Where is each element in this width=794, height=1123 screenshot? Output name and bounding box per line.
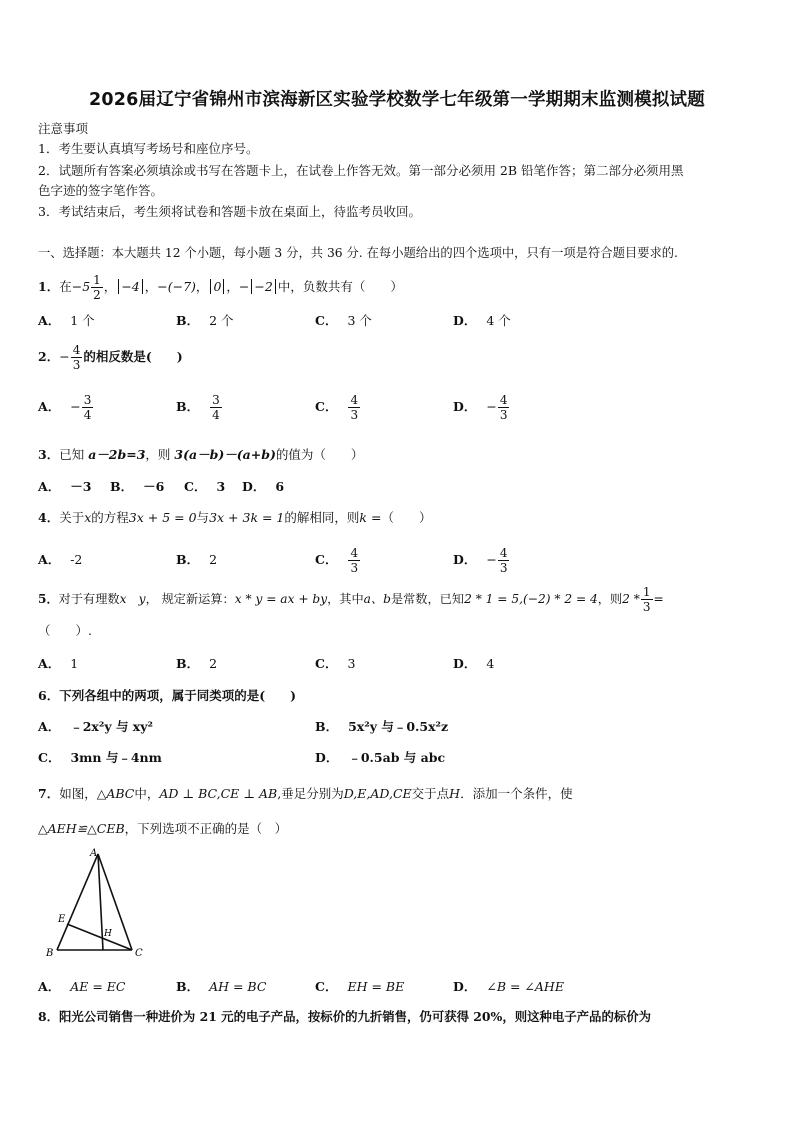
question-1 <box>38 272 403 302</box>
q7-text: 交于点 <box>411 786 450 801</box>
sep: ， <box>144 279 158 294</box>
frac-den: 3 <box>499 408 508 422</box>
option-label: A． <box>38 552 61 567</box>
q5-option-c[interactable] <box>315 655 355 673</box>
q4-unknown: k = <box>359 510 382 525</box>
option-text: -2 <box>70 552 83 567</box>
option-text: ﹣0.5ab 与 abc <box>348 750 446 765</box>
q7-option-c[interactable] <box>315 978 404 996</box>
section-heading: 一、选择题：本大题共 12 个小题，每小题 3 分，共 36 分. 在每小题给出的四个选项中，只有一项是符合题目要求的. <box>38 246 678 260</box>
option-text: AH = BC <box>209 979 267 994</box>
q4-option-d[interactable] <box>453 545 510 575</box>
question-8: 8．阳光公司销售一种进价为 21 元的电子产品，按标价的九折销售，仍可获得 20%，则这种电子产品的标价为 <box>38 1009 652 1024</box>
option-label: D． <box>453 399 477 414</box>
frac-den: 3 <box>350 561 359 575</box>
q1-text: 在 <box>59 279 72 294</box>
frac-den: 3 <box>499 561 508 575</box>
q2-option-a[interactable] <box>38 392 94 422</box>
option-label: A． <box>38 719 61 734</box>
frac-num: 1 <box>93 273 101 287</box>
q5-rule: x * y = ax + by <box>234 592 328 606</box>
q5-text: ，其中 <box>327 592 364 606</box>
frac-den: 4 <box>83 408 92 422</box>
q5-given: 2 * 1 = 5,(−2) * 2 = 4 <box>464 592 598 606</box>
q7-text: ．添加一个条件，使 <box>460 786 573 801</box>
q5-text: 对于有理数 <box>58 592 120 606</box>
q7-option-b[interactable] <box>176 978 266 996</box>
option-text: －3 <box>70 479 92 494</box>
option-label: A． <box>38 656 61 671</box>
option-text: 3 <box>216 479 226 494</box>
option-fraction <box>348 546 360 575</box>
question-3 <box>38 446 363 464</box>
q1-abs-2: 0 <box>210 279 224 294</box>
option-label: C． <box>184 479 207 494</box>
q1-fraction <box>91 273 103 302</box>
option-text: 2 <box>209 552 218 567</box>
q1-option-c[interactable] <box>315 312 372 330</box>
q2-post: 的相反数是( ) <box>83 349 183 364</box>
option-label: C． <box>315 979 338 994</box>
q5-blank: （ ）. <box>38 623 92 638</box>
option-fraction <box>210 393 222 422</box>
q3-expression: 3(a－b)－(a+b) <box>174 447 276 462</box>
option-text: ∠B = ∠AHE <box>486 979 564 994</box>
q2-sign: − <box>59 349 70 364</box>
option-label: C． <box>315 399 338 414</box>
option-text: AE = EC <box>70 979 126 994</box>
note-item-1: 1．考生要认真填写考场号和座位序号。 <box>38 141 259 156</box>
option-text: EH = BE <box>347 979 405 994</box>
option-label: C． <box>315 552 338 567</box>
label-e: E <box>58 914 66 925</box>
option-label: B． <box>176 399 200 414</box>
option-fraction <box>498 393 510 422</box>
q7-option-d[interactable] <box>453 978 564 996</box>
option-label: B． <box>315 719 339 734</box>
frac-den: 3 <box>350 408 359 422</box>
q7-condition: AD ⊥ BC,CE ⊥ AB <box>159 786 278 801</box>
q4-text: 与 <box>196 510 210 525</box>
option-label: A． <box>38 399 61 414</box>
q4-var: x <box>84 510 92 525</box>
frac-num: 4 <box>350 546 359 560</box>
frac-num: 4 <box>499 393 508 407</box>
label-c: C <box>135 948 143 959</box>
q3-option-b[interactable] <box>110 478 164 496</box>
option-label: D． <box>453 656 477 671</box>
q5-text: ， 规定新运算： <box>145 592 235 606</box>
option-text: 6 <box>275 479 285 494</box>
q4-option-a[interactable] <box>38 545 82 575</box>
q3-option-d[interactable] <box>242 478 284 496</box>
label-b: B <box>46 948 54 959</box>
q1-option-d[interactable] <box>453 312 511 330</box>
question-4 <box>38 509 431 527</box>
q2-option-b[interactable] <box>176 392 223 422</box>
question-2 <box>38 342 183 372</box>
question-7-line-2 <box>38 820 287 838</box>
note-item-3: 3．考试结束后，考生须将试卷和答题卡放在桌面上，待监考员收回。 <box>38 204 421 219</box>
option-fraction <box>498 546 510 575</box>
q6-option-b[interactable] <box>315 718 448 736</box>
option-label: D． <box>453 979 477 994</box>
q7-text: ,垂足分别为 <box>277 786 344 801</box>
label-a: A <box>90 848 98 859</box>
q3-text: 已知 <box>59 447 89 462</box>
frac-den: 3 <box>72 358 81 372</box>
sep: ， <box>195 279 209 294</box>
q5-text: 是常数，已知 <box>390 592 465 606</box>
option-text: 3mn 与﹣4nm <box>70 750 162 765</box>
q7-points: D,E,AD,CE <box>343 786 412 801</box>
option-label: B． <box>110 479 134 494</box>
q4-text: 的解相同，则 <box>284 510 360 525</box>
frac-num: 3 <box>83 393 92 407</box>
q5-option-d[interactable] <box>453 655 494 673</box>
q5-constants: a、b <box>363 592 391 606</box>
option-label: B． <box>176 656 200 671</box>
frac-num: 4 <box>350 393 359 407</box>
q7-congruence: △AEH≌△CEB <box>38 821 125 836</box>
q6-option-d[interactable] <box>315 749 445 767</box>
q5-option-b[interactable] <box>176 655 217 673</box>
q6-text: 下列各组中的两项，属于同类项的是( ) <box>59 688 297 703</box>
q1-abs-3: −2 <box>251 279 275 294</box>
q4-equation-1: 3x + 5 = 0 <box>128 510 197 525</box>
sep: ， <box>226 279 239 294</box>
q5-equals: = <box>653 592 664 606</box>
option-sign: − <box>486 552 497 567</box>
option-text: 4 个 <box>486 313 511 328</box>
question-number: 3． <box>38 447 60 462</box>
sep: ， <box>103 279 117 294</box>
q1-abs-1: −4 <box>118 279 142 294</box>
option-text: 5x²y 与﹣0.5x²z <box>348 719 449 734</box>
note-item-2: 2．试题所有答案必须填涂或书写在答题卡上，在试卷上作答无效。第一部分必须用 2B 铅笔作答；第二部分必须用黑 <box>38 163 684 178</box>
frac-num: 1 <box>642 585 651 599</box>
option-text: 1 <box>70 656 79 671</box>
altitude-ad <box>98 854 103 950</box>
question-number: 2． <box>38 349 60 364</box>
q1-mixed-whole: −5 <box>71 279 91 294</box>
option-label: B． <box>176 552 200 567</box>
option-label: B． <box>176 313 200 328</box>
q2-option-c[interactable] <box>315 392 361 422</box>
frac-den: 3 <box>642 600 651 614</box>
triangle-figure <box>40 846 152 964</box>
q7-text: 中， <box>134 786 160 801</box>
option-text: 2 <box>209 656 218 671</box>
frac-num: 4 <box>499 546 508 560</box>
q7-text: 如图， <box>59 786 97 801</box>
side-ab <box>57 854 98 950</box>
notes-heading: 注意事项 <box>38 121 89 136</box>
option-text: －6 <box>143 479 165 494</box>
question-number: 6． <box>38 688 60 703</box>
q6-option-a[interactable] <box>38 718 153 736</box>
option-label: B． <box>176 979 200 994</box>
q1-option-a[interactable] <box>38 312 95 330</box>
q5-option-a[interactable] <box>38 655 78 673</box>
option-label: A． <box>38 313 61 328</box>
option-label: A． <box>38 479 61 494</box>
q2-option-d[interactable] <box>453 392 510 422</box>
question-number: 5． <box>38 592 59 606</box>
option-text: 2 个 <box>209 313 234 328</box>
q6-option-c[interactable] <box>38 749 162 767</box>
q4-post: （ ） <box>381 510 432 525</box>
q7-triangle: △ABC <box>96 786 135 801</box>
question-7 <box>38 785 573 803</box>
q3-option-c[interactable] <box>184 478 225 496</box>
option-sign: − <box>70 399 81 414</box>
option-text: 1 个 <box>70 313 95 328</box>
question-number: 7． <box>38 786 60 801</box>
q7-option-a[interactable] <box>38 978 125 996</box>
q5-vars: x y <box>119 592 146 606</box>
option-fraction <box>348 393 360 422</box>
q4-text: 的方程 <box>91 510 129 525</box>
option-label: A． <box>38 979 61 994</box>
q4-text: 关于 <box>59 510 85 525</box>
altitude-ce <box>67 924 132 950</box>
option-label: C． <box>315 656 338 671</box>
frac-den: 2 <box>93 288 101 302</box>
q4-equation-2: 3x + 3k = 1 <box>209 510 285 525</box>
frac-num: 4 <box>72 343 81 357</box>
q5-fraction <box>641 585 653 614</box>
option-sign: − <box>486 399 497 414</box>
q4-option-c[interactable] <box>315 545 361 575</box>
option-label: D． <box>242 479 266 494</box>
option-text: ﹣2x²y 与 xy² <box>70 719 153 734</box>
q1-minus: − <box>238 279 250 294</box>
option-text: 3 <box>347 656 356 671</box>
option-text: 4 <box>486 656 495 671</box>
option-text: 3 个 <box>347 313 372 328</box>
q2-fraction <box>71 343 83 372</box>
q1-option-b[interactable] <box>176 312 234 330</box>
option-label: D． <box>453 313 477 328</box>
q1-term-3: −(−7) <box>157 279 196 294</box>
question-6 <box>38 687 296 705</box>
option-label: D． <box>315 750 339 765</box>
q3-text: ，则 <box>145 447 175 462</box>
q7-post: ，下列选项不正确的是（ ） <box>124 821 288 836</box>
question-number: 4． <box>38 510 60 525</box>
q5-ask: 2 * <box>622 592 640 606</box>
page-title: 2026届辽宁省锦州市滨海新区实验学校数学七年级第一学期期末监测模拟试题 <box>89 90 705 110</box>
frac-den: 4 <box>212 408 220 422</box>
q4-option-b[interactable] <box>176 545 217 575</box>
q3-post: 的值为（ ） <box>275 447 364 462</box>
option-label: D． <box>453 552 477 567</box>
q3-condition: a－2b=3 <box>88 447 146 462</box>
q1-post: 中，负数共有（ ） <box>277 279 403 294</box>
q3-option-a[interactable] <box>38 478 91 496</box>
question-5 <box>38 584 664 614</box>
option-label: C． <box>38 750 61 765</box>
option-label: C． <box>315 313 338 328</box>
label-h: H <box>104 929 112 939</box>
question-number: 1． <box>38 279 60 294</box>
note-item-2-cont: 色字迹的签字笔作答。 <box>38 183 164 198</box>
option-fraction <box>82 393 94 422</box>
q5-text: ，则 <box>597 592 623 606</box>
q7-point-h: H <box>449 786 461 801</box>
frac-num: 3 <box>212 393 220 407</box>
